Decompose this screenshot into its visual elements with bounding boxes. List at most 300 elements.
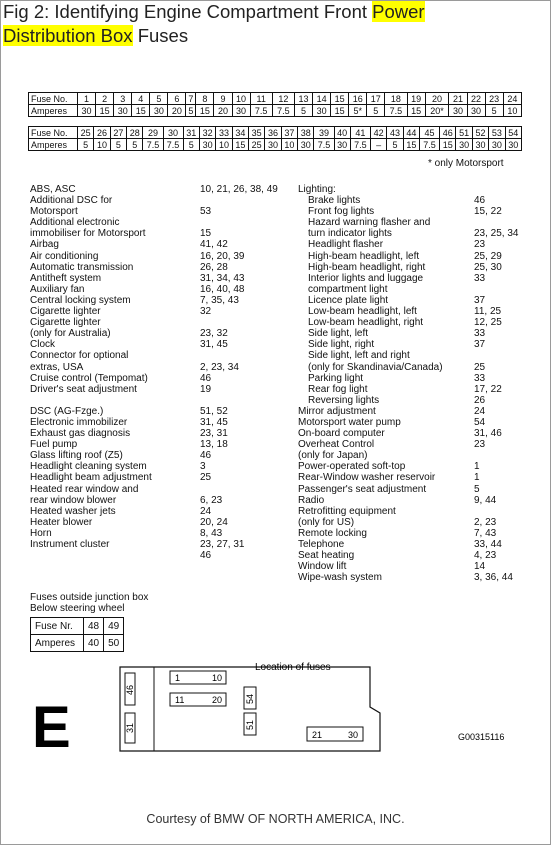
fuse-amperage-cell: 5* <box>349 105 367 117</box>
fuse-number-cell: 22 <box>467 93 485 105</box>
fuse-amperage-cell: 30 <box>467 105 485 117</box>
fuse-amperage-cell: 7.5 <box>314 139 334 151</box>
function-name: Low-beam headlight, left <box>308 306 417 318</box>
fuse-amperage-cell: 5 <box>294 105 312 117</box>
fuse-number-cell: 19 <box>407 93 425 105</box>
function-list-row <box>30 539 290 550</box>
fuse-document <box>28 92 524 764</box>
function-name: Headlight cleaning system <box>30 461 147 473</box>
function-name: rear window blower <box>30 494 117 506</box>
location-of-fuses-label: Location of fuses <box>255 662 331 673</box>
fuse-numbers: 7, 43 <box>474 527 497 539</box>
junction-fuse-48: 48 <box>84 618 104 635</box>
function-list-row <box>30 428 290 439</box>
label-11: 11 <box>175 695 185 705</box>
function-list-row <box>30 284 290 295</box>
function-list-row <box>30 195 290 206</box>
function-list-row <box>30 339 290 350</box>
fuse-numbers: 9, 44 <box>474 494 497 506</box>
fuse-amperage-cell: 30 <box>456 139 472 151</box>
function-name: Parking light <box>308 372 364 384</box>
function-name: Air conditioning <box>30 250 99 262</box>
fuse-numbers: 33 <box>474 372 486 384</box>
label-20: 20 <box>212 695 223 705</box>
fuse-numbers: 23, 25, 34 <box>474 228 519 240</box>
function-list-row <box>298 417 524 428</box>
title-highlight-distribution-box: Distribution Box <box>3 25 133 46</box>
fuse-numbers: 14 <box>474 561 486 573</box>
function-name: Antitheft system <box>30 272 102 284</box>
fuse-amperage-cell: 10 <box>94 139 110 151</box>
function-name: Electronic immobilizer <box>30 416 128 428</box>
fuse-numbers: 3, 36, 44 <box>474 572 513 584</box>
fuse-numbers: 37 <box>474 294 486 306</box>
function-list-row <box>298 206 524 217</box>
function-name: Fuel pump <box>30 439 78 451</box>
fuse-number-cell: 1 <box>78 93 96 105</box>
function-name: Reversing lights <box>308 394 380 406</box>
fuse-amperage-cell: 25 <box>249 139 265 151</box>
junction-fuse-49: 49 <box>104 618 124 635</box>
junction-line-2: Below steering wheel <box>30 603 125 614</box>
diagram-letter: E <box>32 695 71 760</box>
fuse-amperage-cell: 30 <box>114 105 132 117</box>
function-list-row <box>298 273 524 284</box>
fuse-number-cell: 46 <box>440 127 456 139</box>
fuse-numbers: 23, 27, 31 <box>200 539 245 550</box>
fuse-amperage-cell: 30 <box>313 105 331 117</box>
fuse-number-cell: 4 <box>132 93 150 105</box>
fuse-amperage-cell: 15 <box>132 105 150 117</box>
fuse-numbers: 16, 20, 39 <box>200 250 245 262</box>
fuse-numbers: 4, 23 <box>474 550 497 562</box>
function-list-row <box>298 506 524 517</box>
function-name: Brake lights <box>308 195 361 207</box>
function-name: Front fog lights <box>308 206 375 218</box>
fuse-numbers: 10, 21, 26, 38, 49 <box>200 184 278 195</box>
fuse-numbers: 15, 22 <box>474 206 502 218</box>
function-list-row <box>30 439 290 450</box>
function-name: Connector for optional <box>30 350 129 362</box>
fuse-no-header: Fuse No. <box>29 93 78 105</box>
function-name: Seat heating <box>298 550 355 562</box>
function-name: Hazard warning flasher and <box>308 217 431 229</box>
fuse-amperage-cell: 30 <box>150 105 168 117</box>
fuse-number-cell: 38 <box>298 127 314 139</box>
fuse-numbers: 41, 42 <box>200 239 228 251</box>
fuse-number-cell: 34 <box>232 127 248 139</box>
fuse-table-2 <box>28 126 522 151</box>
function-list-row <box>298 461 524 472</box>
function-list-row <box>30 484 290 495</box>
function-name: Additional DSC for <box>30 195 113 207</box>
function-name: Lighting: <box>298 184 336 195</box>
fuse-numbers: 33 <box>474 272 486 284</box>
fuse-amperage-cell: 30 <box>334 139 350 151</box>
function-list-row <box>30 228 290 239</box>
function-name: Central locking system <box>30 294 131 306</box>
fuse-amperage-cell: 20 <box>168 105 186 117</box>
fuse-number-cell: 26 <box>94 127 110 139</box>
function-list-row <box>298 528 524 539</box>
function-list-row <box>30 273 290 284</box>
junction-caption <box>30 592 148 614</box>
fuse-numbers: 46 <box>200 550 212 562</box>
function-list-row <box>298 384 524 395</box>
fuse-numbers: 25 <box>200 472 212 484</box>
function-list-row <box>298 484 524 495</box>
fuse-numbers: 26 <box>474 394 486 406</box>
fuse-numbers: 6, 23 <box>200 494 223 506</box>
label-46: 46 <box>125 684 135 695</box>
function-list-row <box>298 472 524 483</box>
function-name: Clock <box>30 339 56 351</box>
fuse-amperage-cell: 7.5 <box>420 139 440 151</box>
function-list-row <box>298 217 524 228</box>
fuse-numbers: 46 <box>200 450 212 462</box>
fuse-amperage-cell: 10 <box>281 139 297 151</box>
function-list-row <box>298 262 524 273</box>
function-name: Heater blower <box>30 516 93 528</box>
function-list-row <box>298 251 524 262</box>
function-name: Wipe-wash system <box>298 572 382 584</box>
fuse-amperage-cell: 20* <box>425 105 449 117</box>
function-name: Driver's seat adjustment <box>30 383 137 395</box>
fuse-numbers: 2, 23, 34 <box>200 361 239 373</box>
fuse-numbers: 5 <box>474 483 480 495</box>
function-name: Instrument cluster <box>30 539 110 550</box>
fuse-numbers: 20, 24 <box>200 516 228 528</box>
fuse-number-cell: 40 <box>334 127 350 139</box>
function-list-row <box>298 317 524 328</box>
fuse-numbers: 51, 52 <box>200 405 228 417</box>
fuse-numbers: 17, 22 <box>474 383 502 395</box>
fuse-numbers: 7, 35, 43 <box>200 294 239 306</box>
function-list-row <box>30 472 290 483</box>
fuse-numbers: 23, 31 <box>200 428 228 440</box>
fuse-number-cell: 21 <box>449 93 467 105</box>
fuse-number-cell: 45 <box>420 127 440 139</box>
fuse-numbers: 37 <box>474 339 486 351</box>
label-10: 10 <box>212 673 223 683</box>
fuse-number-cell: 3 <box>114 93 132 105</box>
function-name: Side light, left <box>308 328 369 340</box>
fuse-numbers: 33 <box>474 328 486 340</box>
fuse-amperage-cell: 20 <box>214 105 232 117</box>
fuse-numbers: 46 <box>474 195 486 207</box>
fuse-number-cell: 35 <box>249 127 265 139</box>
fuse-no-header: Fuse No. <box>29 127 78 139</box>
fuse-amperage-cell: 5 <box>367 105 385 117</box>
function-list-row <box>30 328 290 339</box>
function-name: Interior lights and luggage <box>308 272 424 284</box>
fuse-number-cell: 31 <box>183 127 199 139</box>
function-name: Horn <box>30 527 52 539</box>
figure-title <box>3 0 548 48</box>
function-name: Remote locking <box>298 527 367 539</box>
fuse-amperage-cell: 7.5 <box>272 105 294 117</box>
fuse-numbers: 32 <box>200 306 212 318</box>
junction-line-1: Fuses outside junction box <box>30 592 149 603</box>
courtesy-line: Courtesy of BMW OF NORTH AMERICA, INC. <box>146 812 405 826</box>
fuse-amperage-cell: 5 <box>387 139 403 151</box>
fuse-numbers: 31, 45 <box>200 416 228 428</box>
fuse-number-cell: 6 <box>168 93 186 105</box>
function-list-row <box>298 495 524 506</box>
fuse-table-1 <box>28 92 522 117</box>
function-list-row <box>30 251 290 262</box>
label-54: 54 <box>245 693 255 704</box>
fuse-number-cell: 17 <box>367 93 385 105</box>
fuse-number-cell: 54 <box>505 127 522 139</box>
fuse-number-cell: 14 <box>313 93 331 105</box>
function-list-row <box>298 306 524 317</box>
function-list-row <box>298 339 524 350</box>
function-list-row <box>30 317 290 328</box>
fuse-numbers: 53 <box>200 206 212 218</box>
label-31: 31 <box>125 722 135 733</box>
fuse-number-cell: 16 <box>349 93 367 105</box>
fuse-number-cell: 39 <box>314 127 334 139</box>
title-highlight-power: Power <box>372 1 425 22</box>
function-list-row <box>298 373 524 384</box>
fuse-number-cell: 18 <box>385 93 407 105</box>
function-list-row <box>30 550 290 561</box>
title-prefix: Fig 2: Identifying Engine Compartment Front <box>3 1 373 22</box>
fuse-amperage-cell: 30 <box>489 139 505 151</box>
fuse-numbers: 46 <box>200 372 212 384</box>
fuse-numbers: 8, 43 <box>200 527 223 539</box>
fuse-amperage-cell: 7.5 <box>143 139 163 151</box>
left-function-list <box>30 184 290 561</box>
fuse-number-cell: 28 <box>127 127 143 139</box>
function-list-row <box>298 406 524 417</box>
function-list-row <box>30 373 290 384</box>
fuse-number-cell: 25 <box>78 127 94 139</box>
fuse-number-cell: 42 <box>370 127 386 139</box>
function-name: (only for Skandinavia/Canada) <box>308 361 443 373</box>
function-name: Additional electronic <box>30 217 120 229</box>
fuse-number-cell: 2 <box>96 93 114 105</box>
function-list-row <box>298 362 524 373</box>
fuse-amperage-cell: 15 <box>331 105 349 117</box>
function-name: (only for Japan) <box>298 450 368 462</box>
function-list-row <box>30 461 290 472</box>
fuse-number-cell: 9 <box>214 93 232 105</box>
fuse-number-cell: 15 <box>331 93 349 105</box>
fuse-amperage-cell: 10 <box>503 105 521 117</box>
function-list-row <box>298 184 524 195</box>
function-name: Retrofitting equipment <box>298 505 396 517</box>
function-list-row <box>30 206 290 217</box>
function-name: Power-operated soft-top <box>298 461 406 473</box>
function-name: turn indicator lights <box>308 228 392 240</box>
function-name: Headlight flasher <box>308 239 384 251</box>
label-1: 1 <box>175 673 181 683</box>
fuse-amperage-cell: 5 <box>183 139 199 151</box>
function-name: Airbag <box>30 239 59 251</box>
fuse-number-cell: 27 <box>110 127 126 139</box>
motorsport-note: * only Motorsport <box>428 158 504 169</box>
fuse-amperage-cell: 15 <box>407 105 425 117</box>
fuse-numbers: 24 <box>474 405 486 417</box>
fuse-number-cell: 52 <box>472 127 488 139</box>
function-name: Side light, left and right <box>308 350 410 362</box>
fuse-amperage-cell: 10 <box>216 139 232 151</box>
fuse-numbers: 2, 23 <box>474 516 497 528</box>
fuse-amperage-cell: 30 <box>199 139 215 151</box>
fuse-numbers: 31, 45 <box>200 339 228 351</box>
fuse-number-cell: 36 <box>265 127 281 139</box>
fuse-number-cell: 7 <box>186 93 196 105</box>
fuse-amperage-cell: 5 <box>186 105 196 117</box>
label-51: 51 <box>245 719 255 730</box>
fuse-amperage-cell: 5 <box>485 105 503 117</box>
fuse-numbers: 23 <box>474 239 486 251</box>
junction-amp-40: 40 <box>84 635 104 652</box>
fuse-amperage-cell: 15 <box>96 105 114 117</box>
fuse-numbers: 13, 18 <box>200 439 228 451</box>
function-list-row <box>30 295 290 306</box>
function-list-row <box>30 239 290 250</box>
function-name: extras, USA <box>30 361 84 373</box>
function-list-row <box>298 195 524 206</box>
function-list-row <box>30 417 290 428</box>
fuse-number-cell: 20 <box>425 93 449 105</box>
junction-amp-label: Amperes <box>31 635 84 652</box>
function-list-row <box>30 217 290 228</box>
function-name: On-board computer <box>298 428 385 440</box>
fuse-numbers: 12, 25 <box>474 317 502 329</box>
function-name: Rear fog light <box>308 383 368 395</box>
fuse-numbers: 1 <box>474 472 480 484</box>
fuse-numbers: 25 <box>474 361 486 373</box>
junction-fuse-label: Fuse Nr. <box>31 618 84 635</box>
function-name: Headlight beam adjustment <box>30 472 152 484</box>
fuse-amperage-cell: 30 <box>78 105 96 117</box>
fuse-number-cell: 5 <box>150 93 168 105</box>
function-list-row <box>30 184 290 195</box>
fuse-number-cell: 8 <box>196 93 214 105</box>
fuse-number-cell: 12 <box>272 93 294 105</box>
fuse-amperage-cell: – <box>370 139 386 151</box>
function-list-row <box>298 572 524 583</box>
fuse-amperage-cell: 30 <box>232 105 250 117</box>
label-30: 30 <box>348 730 359 740</box>
function-name: Glass lifting roof (Z5) <box>30 450 123 462</box>
function-name: (only for Australia) <box>30 328 111 340</box>
function-list-row <box>30 517 290 528</box>
fuse-numbers: 23, 32 <box>200 328 228 340</box>
function-list-row <box>30 306 290 317</box>
function-name: Telephone <box>298 539 345 550</box>
fuse-number-cell: 43 <box>387 127 403 139</box>
right-function-list <box>298 184 524 583</box>
fuse-amperage-cell: 7.5 <box>350 139 370 151</box>
fuse-amperage-cell: 5 <box>78 139 94 151</box>
function-list-row <box>30 406 290 417</box>
function-name: (only for US) <box>298 516 355 528</box>
fuse-amperage-cell: 15 <box>440 139 456 151</box>
fuse-amperage-cell: 30 <box>449 105 467 117</box>
function-name: Side light, right <box>308 339 375 351</box>
amperes-header: Amperes <box>29 105 78 117</box>
fuse-number-cell: 24 <box>503 93 521 105</box>
fuse-numbers: 15 <box>200 228 212 240</box>
function-name: Cruise control (Tempomat) <box>30 372 148 384</box>
fuse-number-cell: 41 <box>350 127 370 139</box>
fuse-amperage-cell: 5 <box>110 139 126 151</box>
fuse-number-cell: 10 <box>232 93 250 105</box>
function-list-row <box>298 239 524 250</box>
function-name: Heated rear window and <box>30 483 139 495</box>
title-suffix: Fuses <box>132 25 189 46</box>
function-name: Window lift <box>298 561 347 573</box>
function-list-row <box>298 228 524 239</box>
function-name: Mirror adjustment <box>298 405 376 417</box>
function-list-row <box>298 550 524 561</box>
function-name: Cigarette lighter <box>30 306 101 318</box>
fuse-numbers: 23 <box>474 439 486 451</box>
fuse-numbers: 33, 44 <box>474 539 502 550</box>
fuse-numbers: 31, 46 <box>474 428 502 440</box>
junction-fuse-table <box>30 617 124 652</box>
fuse-numbers: 31, 34, 43 <box>200 272 245 284</box>
function-name: Low-beam headlight, right <box>308 317 424 329</box>
function-name: DSC (AG-Fzge.) <box>30 405 104 417</box>
function-list-row <box>30 450 290 461</box>
fuse-numbers: 26, 28 <box>200 261 228 273</box>
fuse-number-cell: 37 <box>281 127 297 139</box>
fuse-numbers: 54 <box>474 416 486 428</box>
fuse-number-cell: 29 <box>143 127 163 139</box>
fuse-number-cell: 11 <box>250 93 272 105</box>
fuse-amperage-cell: 30 <box>472 139 488 151</box>
fuse-numbers: 25, 29 <box>474 250 502 262</box>
fuse-amperage-cell: 7.5 <box>250 105 272 117</box>
function-name: Radio <box>298 494 325 506</box>
function-name: Exhaust gas diagnosis <box>30 428 131 440</box>
function-list-row <box>30 384 290 395</box>
fuse-number-cell: 13 <box>294 93 312 105</box>
fuse-amperage-cell: 7.5 <box>163 139 183 151</box>
fuse-amperage-cell: 5 <box>127 139 143 151</box>
fuse-numbers: 1 <box>474 461 480 473</box>
function-list-row <box>298 284 524 295</box>
function-list-row <box>298 350 524 361</box>
function-name: High-beam headlight, left <box>308 250 420 262</box>
fuse-numbers: 11, 25 <box>474 306 502 318</box>
function-name: Motorsport water pump <box>298 416 401 428</box>
function-name: Heated washer jets <box>30 505 116 517</box>
fuse-numbers: 24 <box>200 505 212 517</box>
function-list-row <box>298 295 524 306</box>
fuse-amperage-cell: 15 <box>403 139 419 151</box>
fuse-amperage-cell: 15 <box>196 105 214 117</box>
function-name: Licence plate light <box>308 294 389 306</box>
fuse-location-diagram <box>28 655 524 764</box>
fuse-number-cell: 51 <box>456 127 472 139</box>
figure-code: G00315116 <box>458 732 505 742</box>
function-list-row <box>30 350 290 361</box>
fuse-numbers: 19 <box>200 383 212 395</box>
junction-amp-50: 50 <box>104 635 124 652</box>
fuse-amperage-cell: 30 <box>265 139 281 151</box>
function-list-row <box>30 362 290 373</box>
function-name: ABS, ASC <box>30 184 76 195</box>
function-name: Cigarette lighter <box>30 317 101 329</box>
function-name: Passenger's seat adjustment <box>298 483 427 495</box>
